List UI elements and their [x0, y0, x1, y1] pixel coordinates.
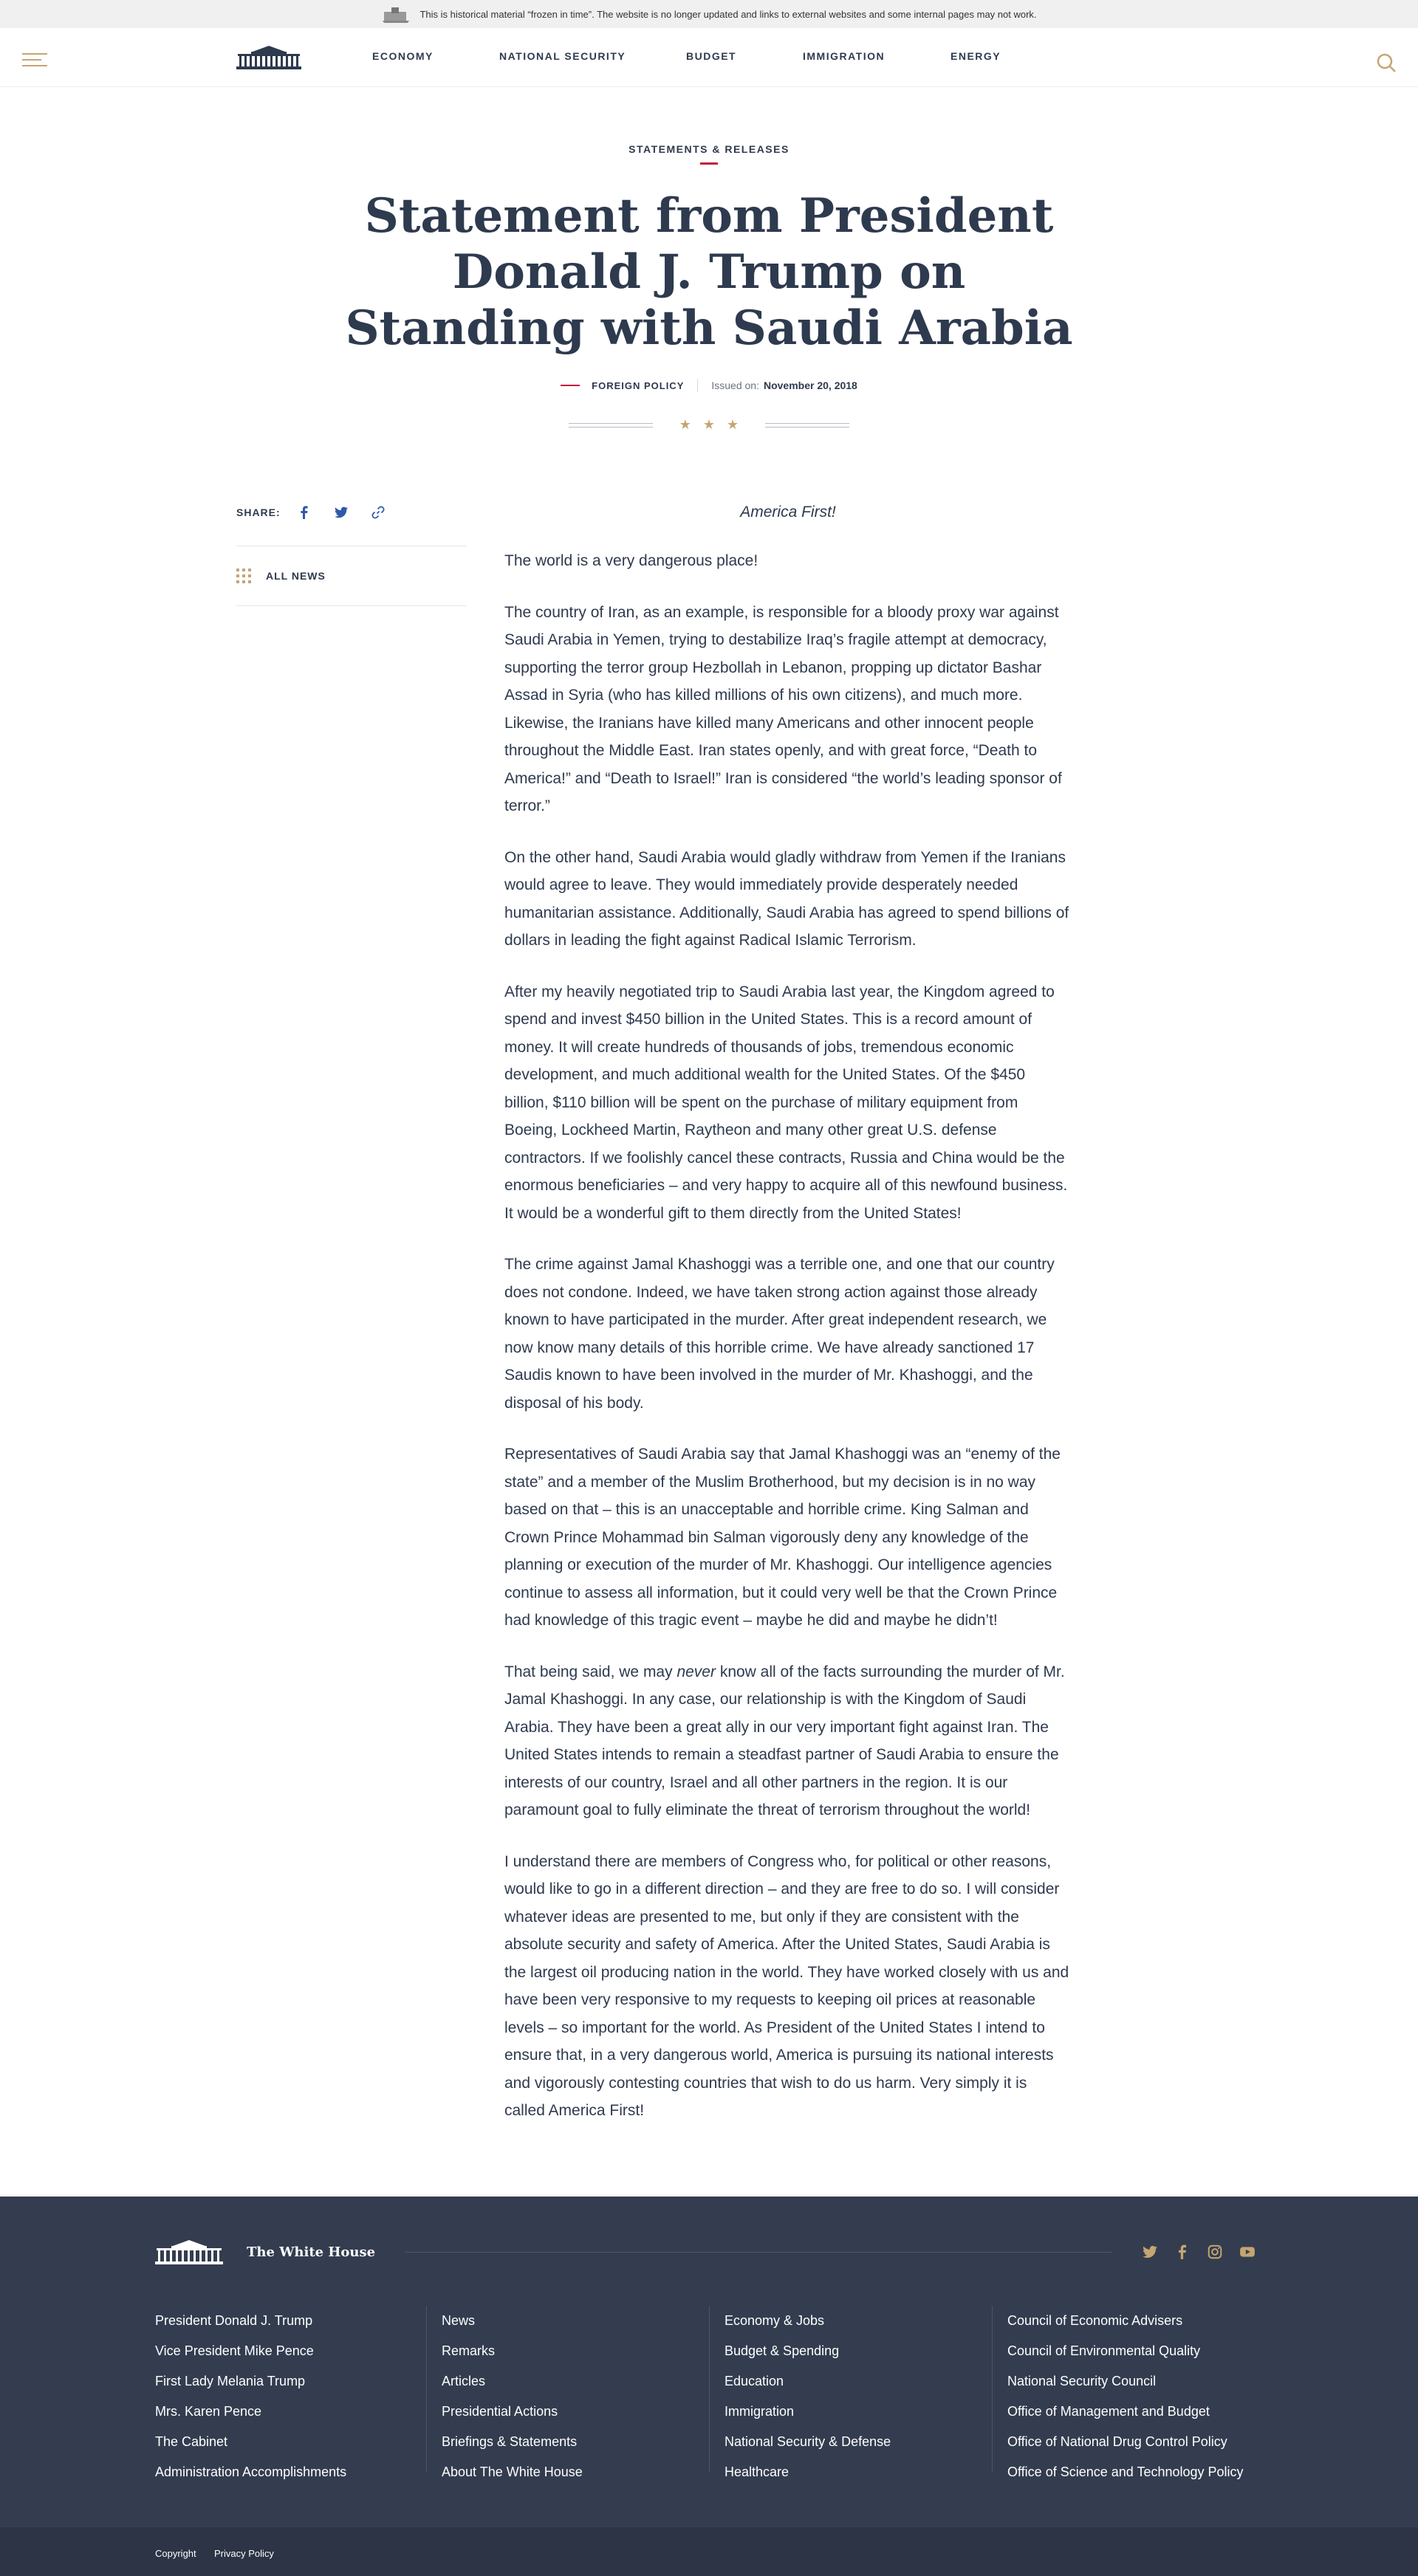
all-news-label: ALL NEWS [266, 570, 326, 582]
footer-column-offices [992, 2306, 1275, 2479]
footer-link[interactable]: Vice President Mike Pence [155, 2343, 314, 2358]
footer-link[interactable]: President Donald J. Trump [155, 2313, 313, 2328]
divider-lines-right [765, 423, 849, 427]
twitter-icon[interactable] [1142, 2244, 1158, 2260]
share-bar [236, 501, 467, 523]
footer-link[interactable]: Immigration [725, 2404, 795, 2419]
emphasis-text: never [677, 1663, 716, 1680]
copyright-bar [0, 2527, 1418, 2576]
footer-column-issues [709, 2306, 992, 2479]
search-icon[interactable] [1375, 52, 1397, 74]
footer-link[interactable]: Mrs. Karen Pence [155, 2404, 262, 2419]
article-body [504, 504, 1072, 2125]
footer-link[interactable]: Administration Accomplishments [155, 2465, 347, 2479]
footer-link[interactable]: The Cabinet [155, 2434, 228, 2449]
article-paragraph [504, 1658, 1072, 1824]
footer-column-people [155, 2306, 426, 2479]
banner-text: This is historical material “frozen in time”. The website is no longer updated and links to external websites and some internal pages may not work. [419, 8, 1037, 20]
site-header [0, 28, 1418, 87]
footer-link[interactable]: Presidential Actions [442, 2404, 558, 2419]
footer-column-news [426, 2306, 709, 2479]
footer-link[interactable]: Education [725, 2374, 784, 2388]
nav-item-economy[interactable]: ECONOMY [372, 50, 434, 62]
social-links [1142, 2244, 1256, 2260]
site-footer [0, 2197, 1418, 2576]
footer-link[interactable]: Articles [442, 2374, 486, 2388]
all-news-link[interactable] [236, 546, 467, 606]
facebook-icon[interactable] [297, 505, 312, 520]
footer-link[interactable]: Office of Science and Technology Policy [1007, 2465, 1244, 2479]
footer-header [155, 2236, 1256, 2267]
category-link[interactable]: FOREIGN POLICY [592, 379, 685, 391]
whitehouse-sketch-icon [381, 4, 411, 24]
whitehouse-logo-icon[interactable] [236, 41, 301, 71]
stars-divider [0, 417, 1418, 433]
main-nav [372, 50, 1001, 62]
category-marker [561, 385, 580, 386]
divider-lines-left [569, 423, 653, 427]
article-lead: America First! [740, 504, 836, 521]
footer-link[interactable]: Economy & Jobs [725, 2313, 825, 2328]
footer-link[interactable]: Office of National Drug Control Policy [1007, 2434, 1227, 2449]
paragraph-text: know all of the facts surrounding the murder of Mr. Jamal Khashoggi. In any case, our relationship is with the Kingdom of Saudi Arabia. They have been a great ally in our very important fight against Iran. The United States intends to remain a steadfast partner of Saudi Arabia to ensure the interests of our country, Israel and all other partners in the region. It is our paramount goal to fully eliminate the threat of terrorism throughout the world! [504, 1663, 1065, 1818]
nav-item-energy[interactable]: ENERGY [951, 50, 1001, 62]
article-paragraph: The country of Iran, as an example, is responsible for a bloody proxy war against Saudi Arabia in Yemen, trying to destabilize Iraq’s fragile attempt at democracy, supporting the terror group Hezbollah in Lebanon, propping up dictator Bashar Assad in Syria (who has killed millions of his own citizens), and much more. Likewise, the Iranians have killed many Americans and other innocent people throughout the Middle East. Iran states openly, and with great force, “Death to America!” and “Death to Israel!” Iran is considered “the world’s leading sponsor of terror.” [504, 603, 1062, 814]
footer-link[interactable]: Budget & Spending [725, 2343, 840, 2358]
meta-separator [697, 379, 698, 392]
footer-link[interactable]: First Lady Melania Trump [155, 2374, 306, 2388]
footer-link[interactable]: National Security Council [1007, 2374, 1157, 2388]
paragraph-text: That being said, we may [504, 1663, 677, 1680]
footer-link[interactable]: Briefings & Statements [442, 2434, 578, 2449]
article-paragraph: On the other hand, Saudi Arabia would gladly withdraw from Yemen if the Iranians would agree to leave. They would immediately provide desperately needed humanitarian assistance. Additionally, Saudi Arabia has agreed to spend billions of dollars in leading the fight against Radical Islamic Terrorism. [504, 848, 1069, 949]
privacy-policy-link[interactable]: Privacy Policy [214, 2548, 274, 2559]
instagram-icon[interactable] [1207, 2244, 1223, 2260]
kicker-underline [700, 162, 718, 165]
nav-item-budget[interactable]: BUDGET [686, 50, 737, 62]
footer-rule [405, 2252, 1112, 2253]
copyright-link[interactable]: Copyright [155, 2548, 196, 2559]
facebook-icon[interactable] [1174, 2244, 1191, 2260]
article-paragraph: The crime against Jamal Khashoggi was a terrible one, and one that our country does not condone. Indeed, we have taken strong action against those already known to have participated in the murder. After great independent research, we now know many details of this horrible crime. We have already sanctioned 17 Saudis known to have been involved in the murder of Mr. Khashoggi, and the disposal of his body. [504, 1256, 1055, 1412]
article-kicker[interactable]: STATEMENTS & RELEASES [628, 143, 790, 155]
share-label: SHARE: [236, 506, 281, 518]
footer-link[interactable]: Healthcare [725, 2465, 790, 2479]
menu-icon[interactable] [22, 53, 47, 69]
footer-link[interactable]: Office of Management and Budget [1007, 2404, 1210, 2419]
article-meta [0, 379, 1418, 392]
issued-date: November 20, 2018 [763, 379, 857, 391]
twitter-icon[interactable] [334, 505, 349, 520]
whitehouse-logo-icon[interactable] [155, 2237, 223, 2267]
article-sidebar [236, 501, 467, 606]
article-paragraph: After my heavily negotiated trip to Saudi Arabia last year, the Kingdom agreed to spend and invest $450 billion in the United States. This is a record amount of money. It will create hundreds of thousands of jobs, tremendous economic development, and much additional wealth for the United States. Of the $450 billion, $110 billion will be spent on the purchase of military equipment from Boeing, Lockheed Martin, Raytheon and many other great U.S. defense contractors. If we foolishly cancel these contracts, Russia and China would be the enormous beneficiaries – and very happy to acquire all of this newfound business. It would be a wonderful gift to them directly from the United States! [504, 983, 1068, 1222]
historical-banner [0, 0, 1418, 28]
link-icon[interactable] [371, 505, 386, 520]
article-paragraph: I understand there are members of Congress who, for political or other reasons, would like to go in a different direction – and they are free to do so. I will consider whatever ideas are presented to me, but only if they are consistent with the absolute security and safety of America. After the United States, Saudi Arabia is the largest oil producing nation in the world. They have worked closely with us and have been very responsive to my requests to keeping oil prices at reasonable levels – so important for the world. As President of the United States I intend to ensure that, in a very dangerous world, America is pursuing its national interests and vigorously contesting countries that wish to do us harm. Very simply it is called America First! [504, 1852, 1069, 2119]
star-icons: ★★★ [679, 417, 751, 432]
footer-link[interactable]: About The White House [442, 2465, 583, 2479]
nav-item-immigration[interactable]: IMMIGRATION [803, 50, 886, 62]
footer-link[interactable]: National Security & Defense [725, 2434, 891, 2449]
footer-link[interactable]: Council of Environmental Quality [1007, 2343, 1201, 2358]
youtube-icon[interactable] [1239, 2244, 1256, 2260]
grid-icon [236, 569, 251, 583]
footer-brand[interactable]: The White House [247, 2244, 376, 2260]
article-paragraph: Representatives of Saudi Arabia say that Jamal Khashoggi was an “enemy of the state” and a member of the Muslim Brotherhood, but my decision is in no way based on that – this is an unacceptable and horrible crime. King Salman and Crown Prince Mohammad bin Salman vigorously deny any knowledge of the planning or execution of the murder of Mr. Khashoggi. Our intelligence agencies continue to assess all information, but it could very well be that the Crown Prince had knowledge of this tragic event – maybe he did and maybe he didn’t! [504, 1446, 1061, 1629]
footer-link[interactable]: Remarks [442, 2343, 496, 2358]
footer-columns [155, 2306, 1275, 2479]
footer-link[interactable]: News [442, 2313, 476, 2328]
issued-label: Issued on: [711, 379, 759, 391]
page-title: Statement from President Donald J. Trump on Standing with Saudi Arabia [345, 188, 1073, 356]
nav-item-national-security[interactable]: NATIONAL SECURITY [499, 50, 626, 62]
article-paragraph: The world is a very dangerous place! [504, 552, 758, 569]
footer-link[interactable]: Council of Economic Advisers [1007, 2313, 1183, 2328]
